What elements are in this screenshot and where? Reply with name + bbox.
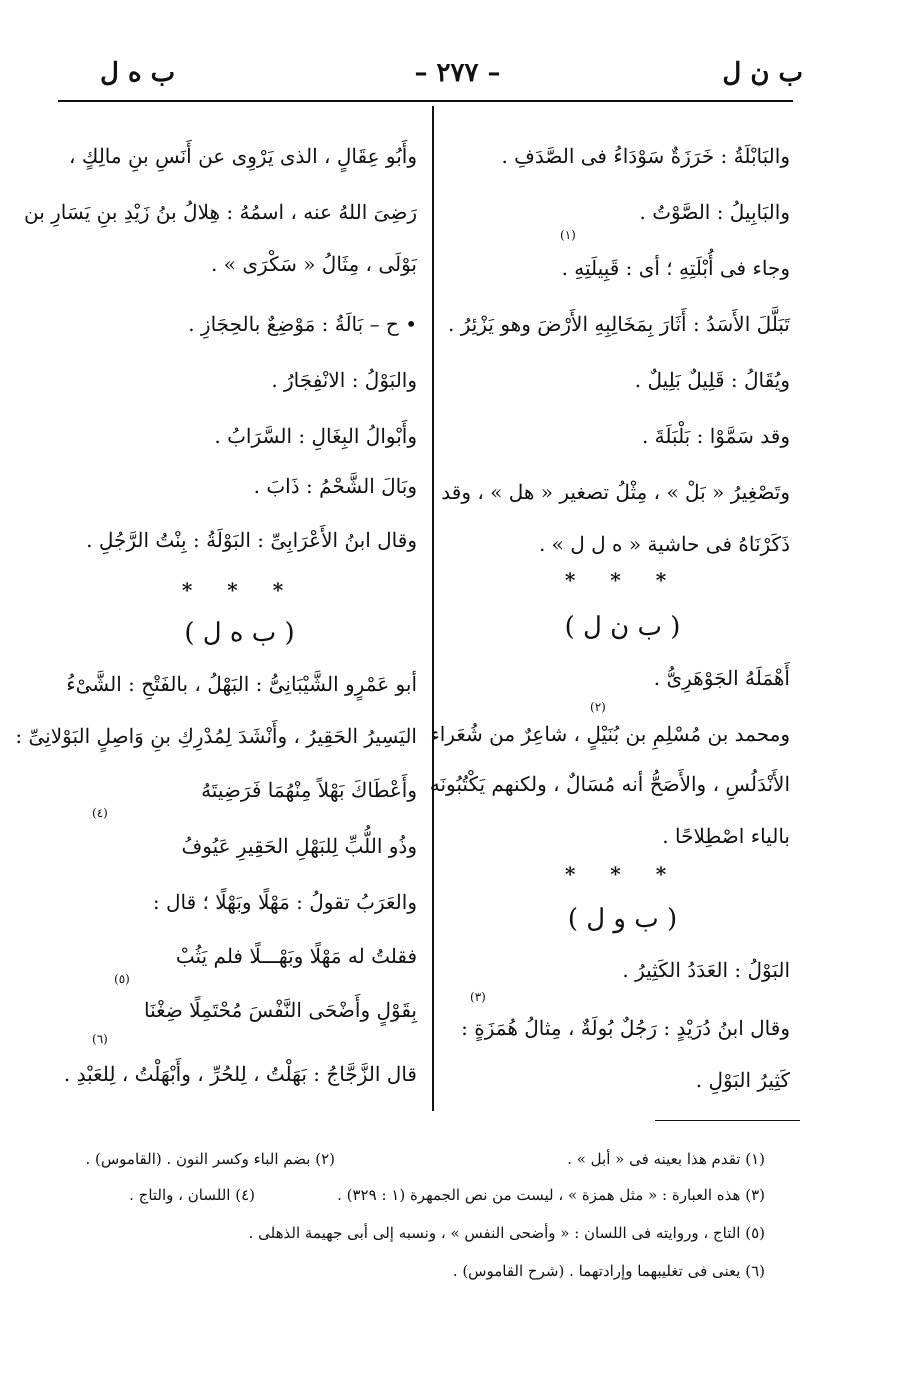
entry-line: وأَبُو عِقَالٍ ، الذى يَرْوِى عن أَنَسِ بنِ مالِكٍ ، [69,144,417,168]
section-separator: * * * [564,862,681,886]
footnote-4: (٤) اللسان ، والتاج . [129,1186,255,1204]
entry-line: والبَوْلُ : الانْفِجَارُ . [271,368,417,392]
footnote-marker: (٢) [590,700,606,714]
verse-line: فقلتُ له مَهْلًا وبَهْـــلًا فلم يَثُبْ [175,944,417,968]
footnote-marker: (٥) [114,972,130,986]
entry-line: والبَابْلَةُ : خَرَزَةٌ سَوْدَاءُ فى الصَّدَفِ . [501,144,790,168]
entry-line: كَثِيرُ البَوْلِ . [695,1068,790,1092]
footnote-3: (٣) هذه العبارة : « مثل همزة » ، ليست من نص الجمهرة (١ : ٣٢٩) . [337,1186,765,1204]
entry-line: أَهْمَلَهُ الجَوْهَرِىُّ . [653,666,790,690]
verse-line: بِقَوْلٍ وأَضْحَى النَّفْسَ مُحْتَمِلًا ضِغْنَا [144,998,417,1022]
entry-line: تَبَلَّلَ الأَسَدُ : أَثَارَ بِمَخَالِبِهِ الأَرْضَ وهو يَزْئِرُ . [448,312,790,336]
footnote-marker: (١) [560,228,576,242]
footnote-6: (٦) يعنى فى تغليبهما وإرادتهما . (شرح القاموس) . [452,1262,765,1280]
entry-line: ويُقَالُ : قَلِيلٌ بَلِيلٌ . [634,368,790,392]
section-title-bwl: ( ب و ل ) [567,904,678,934]
footnote-marker: (٦) [92,1032,108,1046]
entry-line: وقد سَمَّوْا : بَلْبَلَةَ . [641,424,790,448]
entry-line: ومحمد بن مُسْلِمِ بن بُنَيْلٍ ، شاعِرٌ من شُعَراء [430,722,790,746]
footnote-marker: (٤) [92,806,108,820]
footnote-rule [655,1120,800,1121]
entry-line: وجاء فى أُبْلَتِهِ ؛ أى : قَبِيلَتِهِ . [561,256,790,280]
section-title-bhl: ( ب ه ل ) [184,618,295,648]
entry-line: وبَالَ الشَّحْمُ : ذَابَ . [253,474,417,498]
entry-line: بَوْلَى ، مِثَالُ « سَكْرَى » . [211,252,417,276]
entry-line: بالياء اصْطِلاحًا . [662,824,790,848]
verse-line: وأَعْطَاكَ بَهْلاً مِنْهُمَا فَرَضِيتَهُ [201,778,417,802]
entry-line: رَضِىَ اللهُ عنه ، اسمُهُ : هِلالُ بنُ زَيْدِ بنِ يَسَارِ بن [24,200,417,224]
entry-line: • ح – بَالَةُ : مَوْضِعٌ بالحِجَازِ . [188,312,417,336]
section-separator: * * * [564,568,681,592]
entry-line: أبو عَمْرٍو الشَّيْبَانِىُّ : البَهْلُ ، بالفَتْحِ : الشَّىْءُ [66,672,417,696]
entry-line: والبَابِيلُ : الصَّوْتُ . [639,200,790,224]
entry-line: البَوْلُ : العَدَدُ الكَثِيرُ . [622,958,790,982]
entry-line: والعَرَبُ تقولُ : مَهْلًا وبَهْلًا ؛ قال : [152,890,417,914]
entry-line: قال الزَّجَّاجُ : بَهَلْتُ ، لِلحُرِّ ، وأَبْهَلْتُ ، لِلعَبْدِ . [63,1062,417,1086]
footnote-2: (٢) بضم الباء وكسر النون . (القاموس) . [85,1150,335,1168]
footnote-5: (٥) التاج ، وروايته فى اللسان : « وأضحى النفس » ، ونسبه إلى أبى جهيمة الذهلى . [248,1224,765,1242]
section-separator: * * * [181,578,298,602]
running-head-left: ب ه ل [100,58,176,88]
entry-line: وقال ابنُ الأَعْرَابِىِّ : البَوْلَةُ : بِنْتُ الرَّجُلِ . [86,528,417,552]
entry-line: الأَنْدَلُسِ ، والأَصَحُّ أنه مُسَالٌ ، ولكنهم يَكْتُبُونَه [429,772,790,796]
running-head-right: ب ن ل [722,58,803,88]
footnote-marker: (٣) [470,990,486,1004]
header-rule [58,100,793,102]
verse-line: وذُو اللُّبِّ لِلبَهْلِ الحَقِيرِ عَيُوفُ [181,834,417,858]
entry-line: ذَكَرْنَاهُ فى حاشية « ه ل ل » . [538,532,790,556]
entry-line: وقال ابنُ دُرَيْدٍ : رَجُلٌ بُولَةٌ ، مِثالُ هُمَزَةٍ : [461,1016,790,1040]
entry-line: وتَصْغِيرُ « بَلْ » ، مِثْلُ تصغير « هل » ، وقد [441,480,790,504]
footnote-1: (١) تقدم هذا بعينه فى « أبل » . [567,1150,765,1168]
entry-line: اليَسِيرُ الحَقِيرُ ، وأَنْشَدَ لِمُدْرِكِ بنِ وَاصِلٍ البَوْلانِىِّ : [15,724,417,748]
column-divider [432,106,434,1111]
section-title-bnl: ( ب ن ل ) [564,612,681,642]
page-number: – ٢٧٧ – [414,58,501,88]
entry-line: وأَبْوالُ البِغَالِ : السَّرَابُ . [214,424,417,448]
